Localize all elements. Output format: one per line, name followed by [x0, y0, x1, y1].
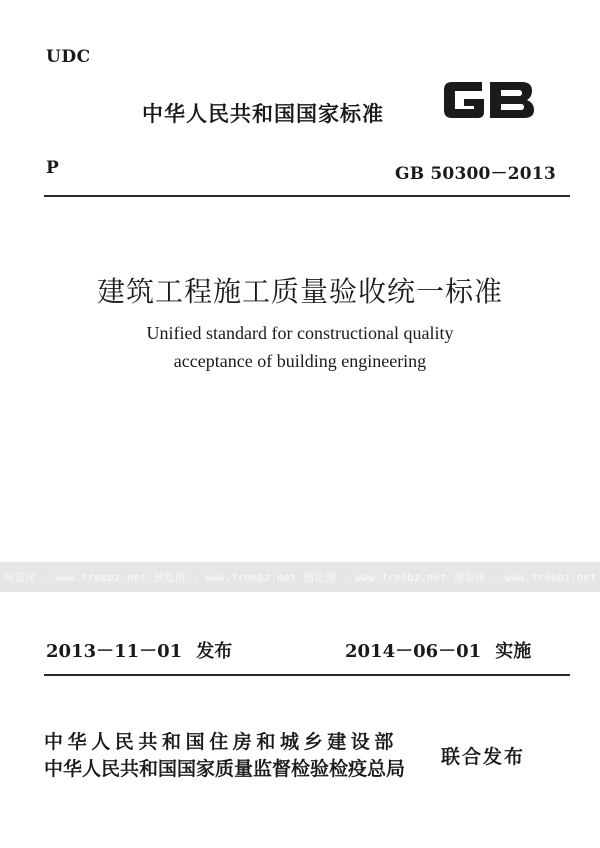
- watermark-item: 预览图 - www.freebz.net: [153, 571, 297, 584]
- udc-label: UDC: [46, 47, 91, 67]
- gb-logo-icon: [438, 72, 538, 128]
- watermark-item: 预览图 - www.freebz.net: [453, 571, 597, 584]
- publish-date-row: [46, 637, 232, 663]
- watermark-item: 预览图 - www.freebz.net: [3, 571, 147, 584]
- publish-label: 发布: [196, 641, 233, 662]
- footer-divider: [44, 674, 570, 676]
- implement-date-row: [345, 637, 531, 663]
- classification-code: P: [46, 158, 59, 178]
- issuer-aqsiq: 中华人民共和国国家质量监督检验检疫总局: [44, 758, 406, 780]
- title-english-line2: acceptance of building engineering: [173, 351, 427, 371]
- standard-number: GB 50300－2013: [395, 164, 556, 184]
- issuer-ministry: 中华人民共和国住房和城乡建设部: [44, 731, 399, 753]
- title-english-line1: Unified standard for constructional quality: [146, 323, 454, 343]
- header-divider: [44, 195, 570, 197]
- watermark-item: 预览图 - www.freebz.net: [303, 571, 447, 584]
- standard-type: 中华人民共和国国家标准: [142, 102, 384, 126]
- watermark-banner: [0, 562, 600, 592]
- implement-date: 2014－06－01: [345, 641, 482, 662]
- title-chinese: 建筑工程施工质量验收统一标准: [96, 275, 503, 308]
- joint-publish-label: 联合发布: [441, 746, 526, 768]
- implement-label: 实施: [495, 641, 532, 662]
- publish-date: 2013－11－01: [46, 641, 183, 662]
